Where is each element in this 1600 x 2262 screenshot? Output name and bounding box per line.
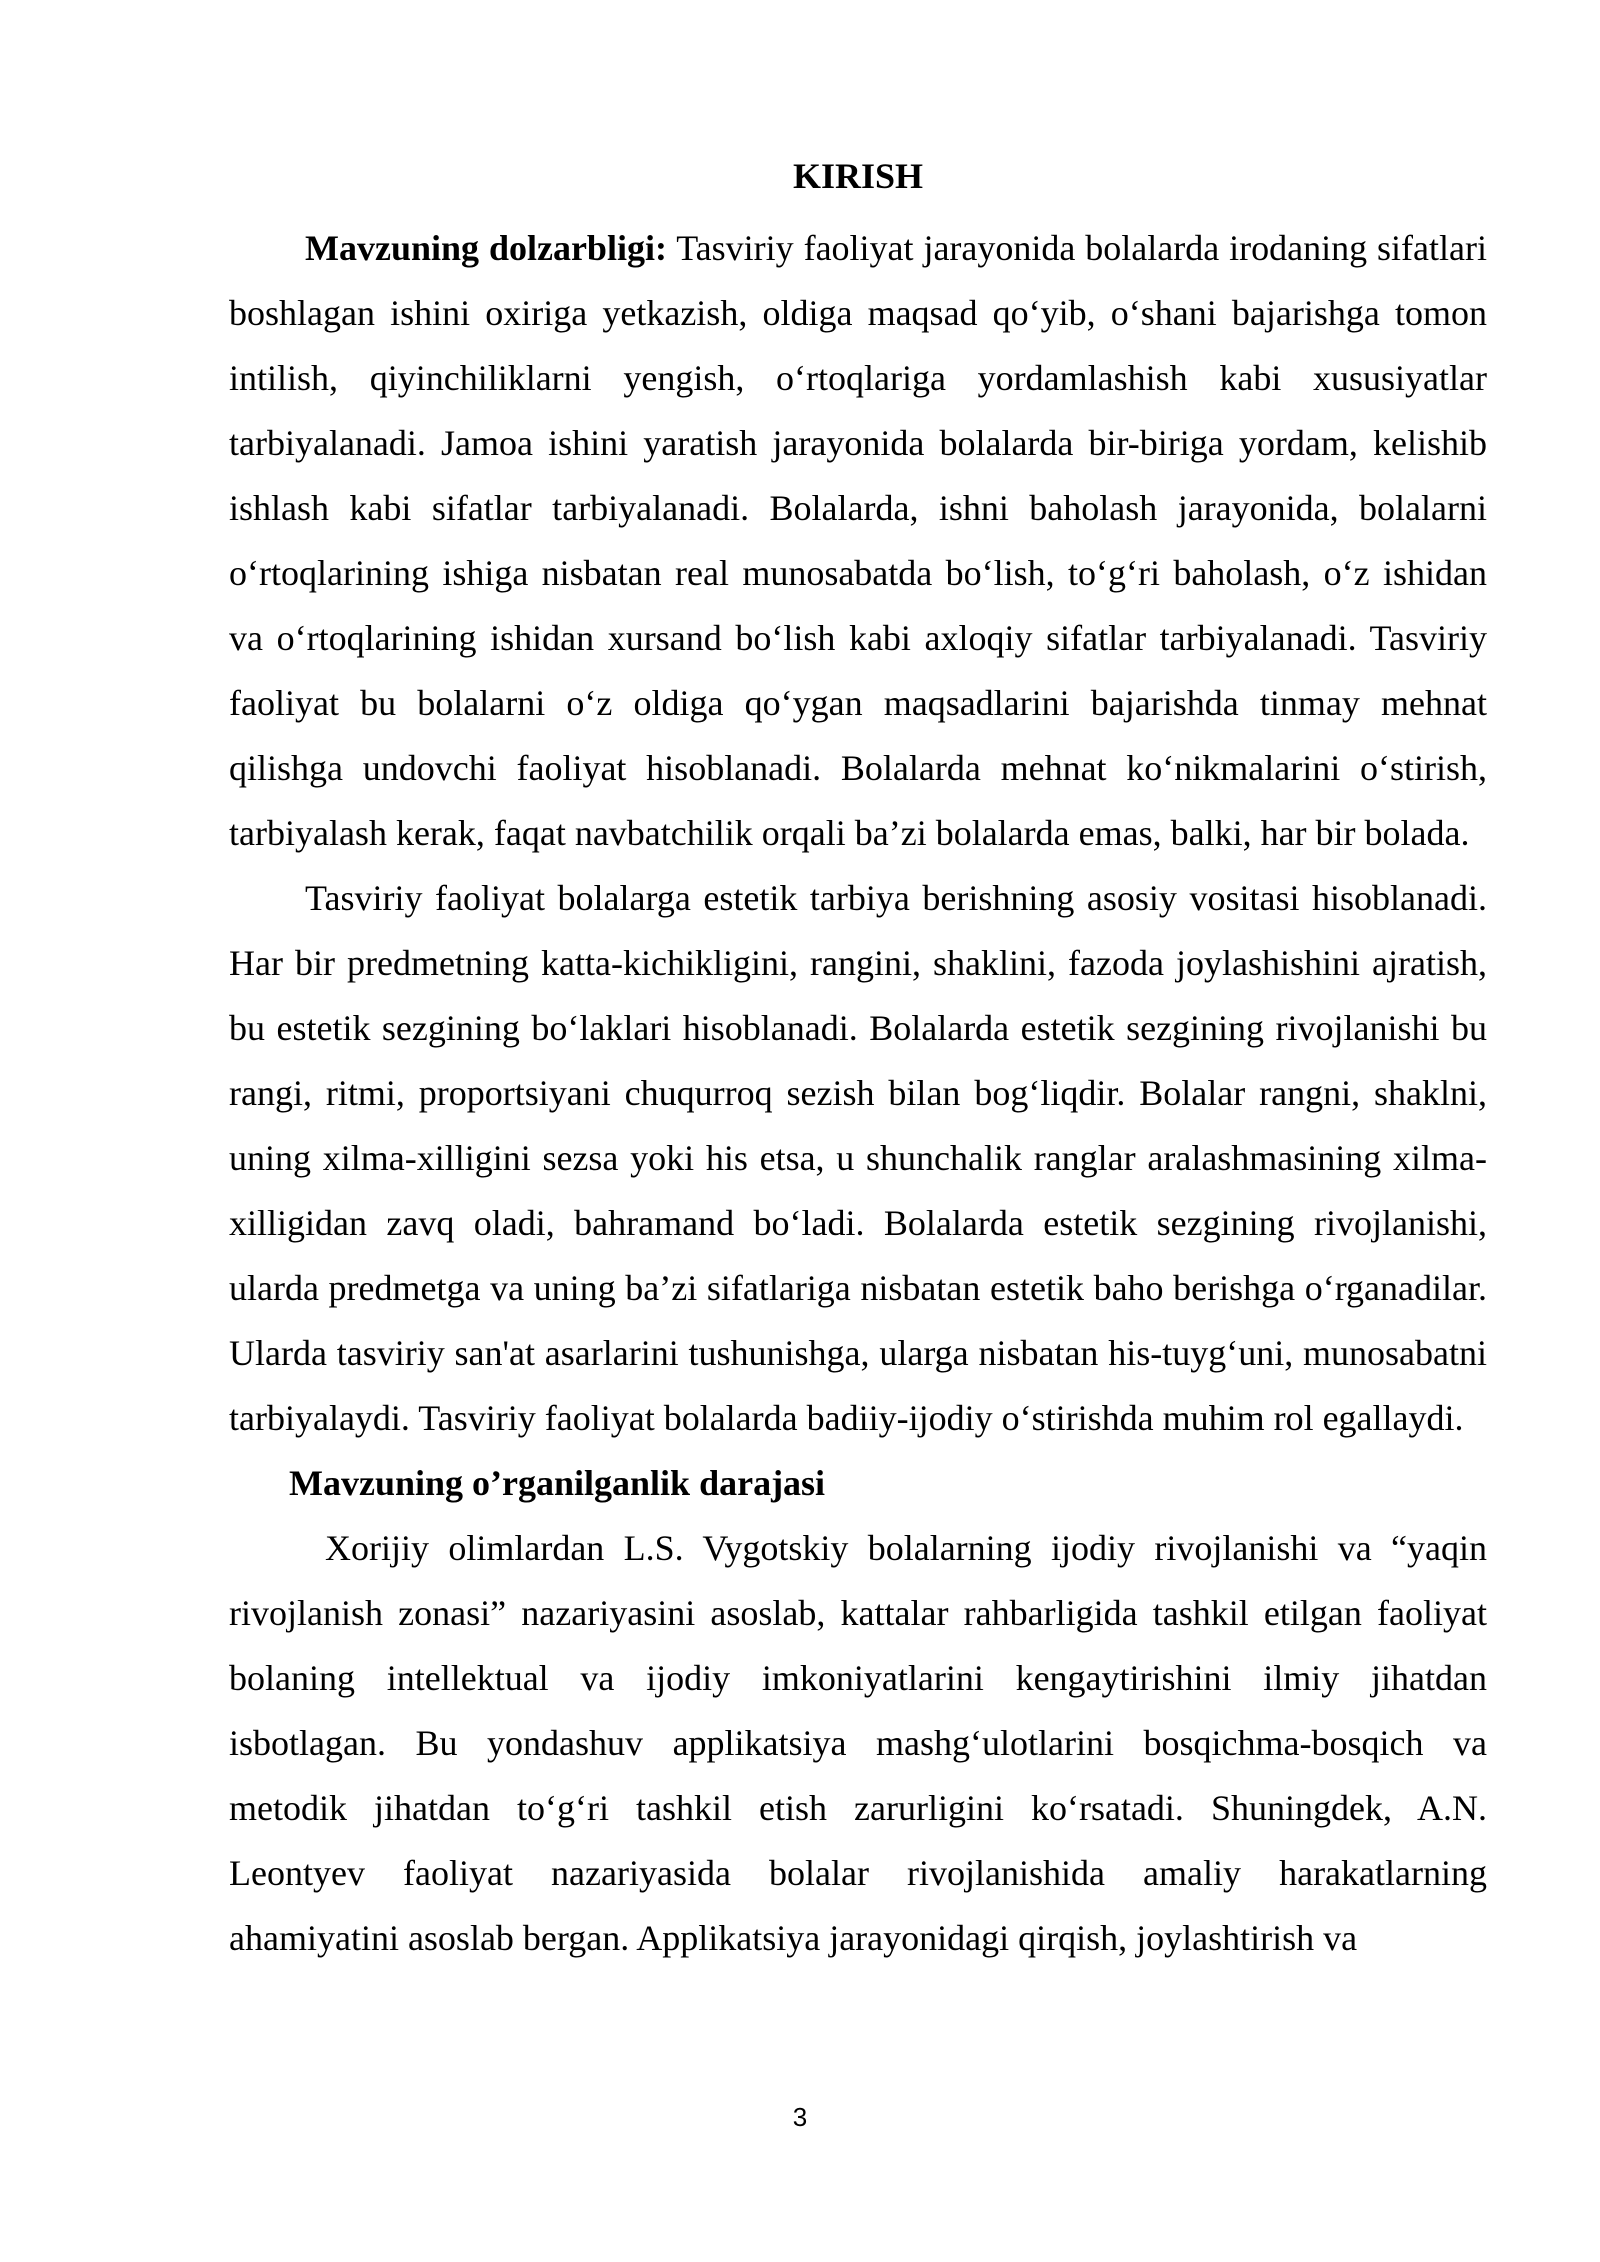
section-heading-study-level: Mavzuning o’rganilganlik darajasi (289, 1463, 826, 1503)
relevance-heading: Mavzuning dolzarbligi: (305, 228, 667, 268)
page-content (229, 148, 1487, 1971)
paragraph-aesthetic: Tasviriy faoliyat bolalarga estetik tarbiya berishning asosiy vositasi hisoblanadi. Har bir predmetning katta-kichikligini, rangini, shaklini, fazoda joylashishini ajratish, bu estetik sezgining bo‘laklari hisoblanadi. Bolalarda estetik sezgining rivojlanishi bu rangi, ritmi, proportsiyani chuqurroq sezish bilan bog‘liqdir. Bolalar rangni, shaklni, uning xilma-xilligini sezsa yoki his etsa, u shunchalik ranglar aralashmasining xilma-xilligidan zavq oladi, bahramand bo‘ladi. Bolalarda estetik sezgining rivojlanishi, ularda predmetga va uning ba’zi sifatlariga nisbatan estetik baho berishga o‘rganadilar. Ularda tasviriy san'at asarlarini tushunishga, ularga nisbatan his-tuyg‘uni, munosabatni tarbiyalaydi. Tasviriy faoliyat bolalarda badiiy-ijodiy o‘stirishda muhim rol egallaydi. (229, 878, 1487, 1438)
page-title: KIRISH (792, 156, 924, 196)
page-number: 3 (792, 2102, 808, 2132)
relevance-text: Tasviriy faoliyat jarayonida bolalarda irodaning sifatlari boshlagan ishini oxiriga yetkazish, oldiga maqsad qo‘yib, o‘shani bajarishga tomon intilish, qiyinchiliklarni yengish, o‘rtoqlariga yordamlashish kabi xususiyatlar tarbiyalanadi. Jamoa ishini yaratish jarayonida bolalarda bir-biriga yordam, kelishib ishlash kabi sifatlar tarbiyalanadi. Bolalarda, ishni baholash jarayonida, bolalarni o‘rtoqlarining ishiga nisbatan real munosabatda bo‘lish, to‘g‘ri baholash, o‘z ishidan va o‘rtoqlarining ishidan xursand bo‘lish kabi axloqiy sifatlar tarbiyalanadi. Tasviriy faoliyat bu bolalarni o‘z oldiga qo‘ygan maqsadlarini bajarishda tinmay mehnat qilishga undovchi faoliyat hisoblanadi. Bolalarda mehnat ko‘nikmalarini o‘stirish, tarbiyalash kerak, faqat navbatchilik orqali ba’zi bolalarda emas, balki, har bir bolada. (229, 228, 1487, 853)
paragraph-relevance (229, 216, 1487, 866)
paragraph-study-level: Xorijiy olimlardan L.S. Vygotskiy bolalarning ijodiy rivojlanishi va “yaqin rivojlanish zonasi” nazariyasini asoslab, kattalar rahbarligida tashkil etilgan faoliyat bolaning intellektual va ijodiy imkoniyatlarini kengaytirishini ilmiy jihatdan isbotlagan. Bu yondashuv applikatsiya mashg‘ulotlarini bosqichma-bosqich va metodik jihatdan to‘g‘ri tashkil etish zarurligini ko‘rsatadi. Shuningdek, A.N. Leontyev faoliyat nazariyasida bolalar rivojlanishida amaliy harakatlarning ahamiyatini asoslab bergan. Applikatsiya jarayonidagi qirqish, joylashtirish va (229, 1528, 1487, 1958)
